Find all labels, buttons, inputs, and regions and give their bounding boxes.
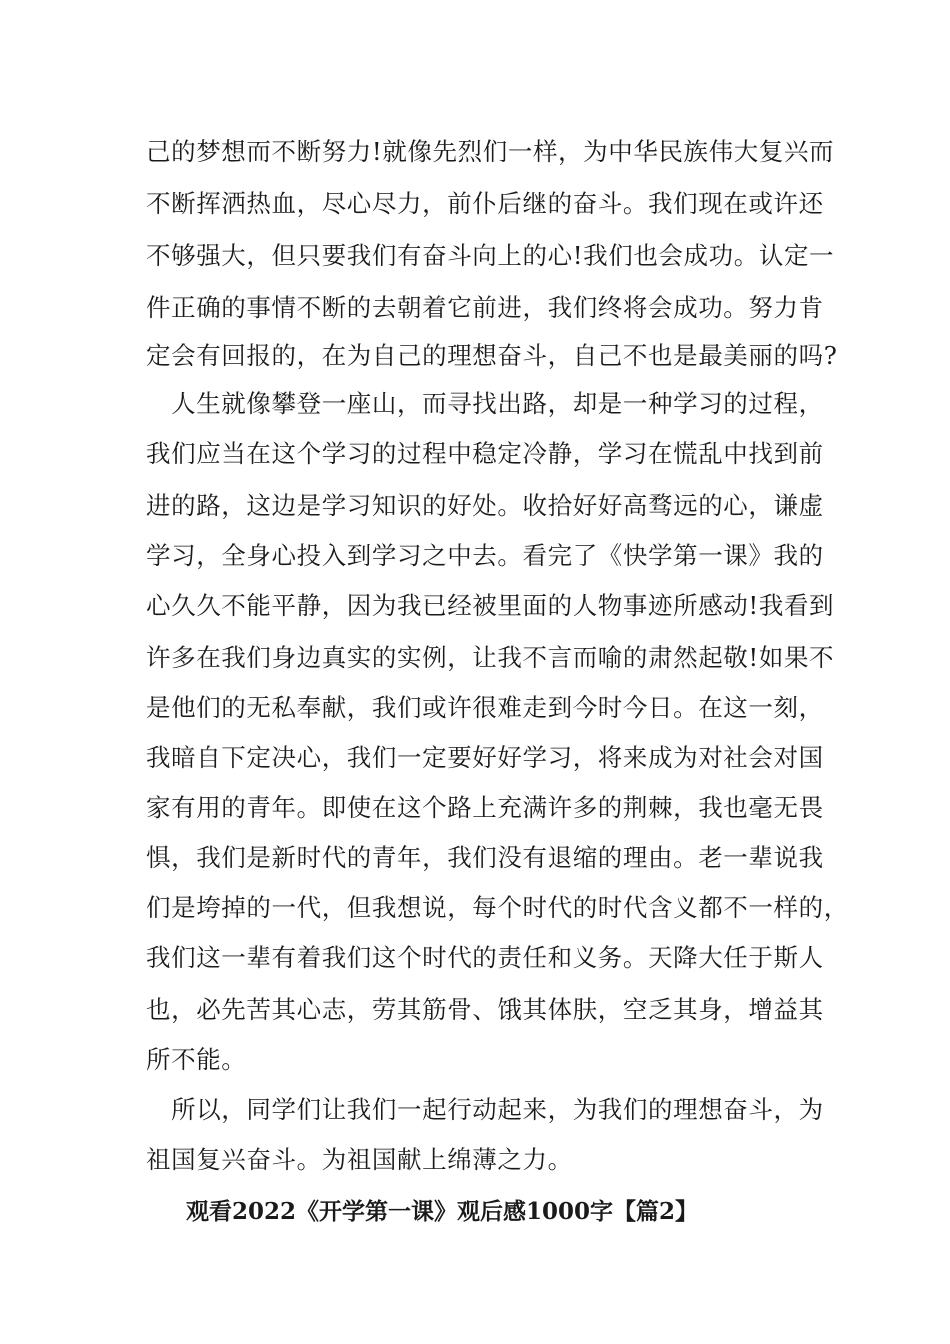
- text-line-10: 心久久不能平静，因为我已经被里面的人物事迹所感动!我看到: [146, 591, 835, 620]
- text-line-16: 们是垮掉的一代，但我想说，每个时代的时代含义都不一样的，: [146, 893, 849, 922]
- text-line-5: 定会有回报的，在为自己的理想奋斗，自己不也是最美丽的吗?: [146, 341, 838, 370]
- section-heading: 观看2022《开学第一课》观后感1000字【篇2】: [186, 1198, 699, 1225]
- text-line-13: 我暗自下定决心，我们一定要好好学习，将来成为对社会对国: [146, 743, 824, 772]
- text-line-21: 祖国复兴奋斗。为祖国献上绵薄之力。: [146, 1145, 573, 1174]
- text-line-9: 学习，全身心投入到学习之中去。看完了《快学第一课》我的: [146, 541, 824, 570]
- text-line-6: 人生就像攀登一座山，而寻找出路，却是一种学习的过程，: [146, 389, 824, 418]
- text-line-17: 我们这一辈有着我们这个时代的责任和义务。天降大任于斯人: [146, 943, 824, 972]
- text-line-20: 所以，同学们让我们一起行动起来，为我们的理想奋斗，为: [146, 1095, 824, 1124]
- text-line-14: 家有用的青年。即使在这个路上充满许多的荆棘，我也毫无畏: [146, 793, 824, 822]
- text-line-2: 不断挥洒热血，尽心尽力，前仆后继的奋斗。我们现在或许还: [146, 189, 824, 218]
- text-line-19: 所不能。: [146, 1045, 247, 1074]
- text-line-4: 件正确的事情不断的去朝着它前进，我们终将会成功。努力肯: [146, 293, 824, 322]
- text-line-3: 不够强大，但只要我们有奋斗向上的心!我们也会成功。认定一: [146, 241, 835, 270]
- text-line-18: 也，必先苦其心志，劳其筋骨、饿其体肤，空乏其身，增益其: [146, 995, 824, 1024]
- text-line-12: 是他们的无私奉献，我们或许很难走到今时今日。在这一刻，: [146, 693, 824, 722]
- text-line-8: 进的路，这边是学习知识的好处。收拾好好高骛远的心，谦虚: [146, 491, 824, 520]
- text-line-1: 己的梦想而不断努力!就像先烈们一样，为中华民族伟大复兴而: [146, 137, 835, 166]
- text-line-7: 我们应当在这个学习的过程中稳定冷静，学习在慌乱中找到前: [146, 439, 824, 468]
- text-line-11: 许多在我们身边真实的实例，让我不言而喻的肃然起敬!如果不: [146, 643, 835, 672]
- text-line-15: 惧，我们是新时代的青年，我们没有退缩的理由。老一辈说我: [146, 843, 824, 872]
